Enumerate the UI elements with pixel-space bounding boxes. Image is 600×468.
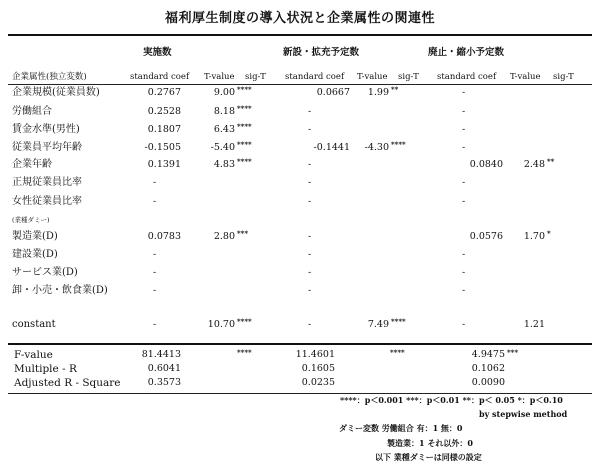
row-label: 従業員平均年齢: [12, 142, 82, 153]
sig-marker: ****: [237, 104, 252, 113]
empty-cell-dash: -: [462, 124, 466, 135]
sig-marker: ****: [237, 348, 252, 357]
empty-cell-dash: -: [308, 159, 312, 170]
stat-value: 0.1605: [301, 363, 335, 374]
empty-cell-dash: -: [462, 87, 466, 98]
row-label: (業種ダミー): [12, 216, 50, 224]
group-header-reduction: 廃止・縮小予定数: [428, 47, 505, 58]
variable-column-header: 企業属性(独立変数): [12, 72, 87, 82]
t-value-cell: 2.80: [213, 231, 235, 242]
empty-cell-dash: -: [308, 319, 312, 330]
sig-marker: ***: [237, 229, 248, 238]
row-label: 卸・小売・飲食業(D): [12, 285, 108, 296]
coef-cell: -0.1505: [144, 142, 181, 153]
stat-value: 81.4413: [141, 349, 181, 360]
row-label: 企業年齢: [12, 159, 52, 170]
stat-value: 11.4601: [295, 349, 335, 360]
stat-value: 4.9475: [471, 349, 505, 360]
empty-cell-dash: -: [308, 267, 312, 278]
tvalue-header-g2: T-value: [357, 72, 388, 82]
t-value-cell: 4.83: [213, 159, 235, 170]
dummy-note-industry: 以下 業種ダミーは同様の設定: [375, 452, 482, 462]
stats-top-rule: [8, 343, 592, 345]
table-title: 福利厚生制度の導入状況と企業属性の関連性: [164, 11, 435, 26]
sig-header-g3: sig-T: [553, 72, 574, 82]
bottom-rule: [8, 393, 592, 394]
coef-cell: 0.2767: [147, 87, 181, 98]
stat-label: Adjusted R - Square: [14, 377, 121, 389]
empty-cell-dash: -: [153, 177, 157, 188]
t-value-cell: 2.48: [523, 159, 545, 170]
empty-cell-dash: -: [153, 285, 157, 296]
coef-cell: 0.1807: [147, 124, 181, 135]
t-value-cell: 9.00: [213, 87, 235, 98]
t-value-cell: 1.70: [523, 231, 545, 242]
sig-header-g1: sig-T: [245, 72, 266, 82]
empty-cell-dash: -: [153, 249, 157, 260]
coef-cell: 0.0576: [469, 231, 503, 242]
constant-t-value: 10.70: [207, 319, 235, 330]
tvalue-header-g1: T-value: [204, 72, 235, 82]
sig-marker: **: [391, 85, 399, 94]
coef-cell: 0.0667: [316, 87, 350, 98]
t-value-cell: 6.43: [213, 124, 235, 135]
empty-cell-dash: -: [462, 249, 466, 260]
group-header-implemented: 実施数: [143, 47, 172, 58]
sig-marker: ****: [237, 317, 252, 326]
coef-cell: 0.1391: [147, 159, 181, 170]
row-label: 女性従業員比率: [12, 196, 82, 207]
empty-cell-dash: -: [153, 267, 157, 278]
empty-cell-dash: -: [462, 267, 466, 278]
row-label: 企業規模(従業員数): [12, 87, 100, 98]
stat-value: 0.0090: [471, 377, 505, 388]
empty-cell-dash: -: [153, 319, 157, 330]
empty-cell-dash: -: [462, 319, 466, 330]
coef-header-g2: standard coef: [285, 72, 345, 82]
coef-cell: 0.0840: [469, 159, 503, 170]
row-label: 労働組合: [12, 106, 52, 117]
stat-label: Multiple - R: [14, 363, 77, 375]
sig-marker: ****: [391, 140, 406, 149]
top-rule: [8, 34, 592, 36]
sig-header-g2: sig-T: [398, 72, 419, 82]
sig-marker: ****: [237, 140, 252, 149]
sig-marker: *: [547, 229, 551, 238]
sig-marker: ****: [237, 122, 252, 131]
constant-t-value: 1.21: [523, 319, 545, 330]
sig-marker: ***: [507, 348, 518, 357]
empty-cell-dash: -: [308, 196, 312, 207]
tvalue-header-g3: T-value: [510, 72, 541, 82]
dummy-note-manufacturing: 製造業：1 それ以外：0: [387, 438, 473, 448]
empty-cell-dash: -: [308, 124, 312, 135]
sig-marker: ****: [391, 317, 406, 326]
t-value-cell: 8.18: [213, 106, 235, 117]
constant-t-value: 7.49: [367, 319, 389, 330]
empty-cell-dash: -: [153, 196, 157, 207]
t-value-cell: 1.99: [367, 87, 389, 98]
stat-value: 0.0235: [301, 377, 335, 388]
row-label: サービス業(D): [12, 267, 78, 278]
empty-cell-dash: -: [308, 231, 312, 242]
stat-label: F-value: [14, 349, 53, 361]
empty-cell-dash: -: [462, 106, 466, 117]
header-rule: [8, 84, 592, 85]
stat-value: 0.3573: [147, 377, 181, 388]
coef-cell: 0.2528: [147, 106, 181, 117]
empty-cell-dash: -: [308, 285, 312, 296]
sig-marker: ****: [390, 348, 405, 357]
coef-header-g1: standard coef: [130, 72, 190, 82]
sig-marker: ****: [237, 157, 252, 166]
empty-cell-dash: -: [462, 196, 466, 207]
dummy-note-union: ダミー変数 労働組合 有：1 無：0: [339, 423, 463, 433]
stat-value: 0.6041: [147, 363, 181, 374]
coef-header-g3: standard coef: [437, 72, 497, 82]
empty-cell-dash: -: [462, 142, 466, 153]
row-label: 正規従業員比率: [12, 177, 82, 188]
constant-label: constant: [12, 319, 56, 330]
method-note: by stepwise method: [479, 409, 568, 419]
stat-value: 0.1062: [471, 363, 505, 374]
coef-cell: -0.1441: [313, 142, 350, 153]
empty-cell-dash: -: [462, 285, 466, 296]
row-label: 賃金水準(男性): [12, 124, 80, 135]
sig-marker: **: [547, 157, 555, 166]
coef-cell: 0.0783: [147, 231, 181, 242]
sig-marker: ****: [237, 85, 252, 94]
significance-note: ****：p＜0.001 ***：p＜0.01 **：p＜ 0.05 *：p＜0.10: [340, 395, 563, 405]
t-value-cell: -5.40: [210, 142, 235, 153]
empty-cell-dash: -: [308, 177, 312, 188]
empty-cell-dash: -: [462, 177, 466, 188]
empty-cell-dash: -: [308, 106, 312, 117]
row-label: 製造業(D): [12, 231, 58, 242]
empty-cell-dash: -: [308, 249, 312, 260]
row-label: 建設業(D): [12, 249, 58, 260]
group-header-expansion: 新設・拡充予定数: [283, 47, 360, 58]
t-value-cell: -4.30: [364, 142, 389, 153]
